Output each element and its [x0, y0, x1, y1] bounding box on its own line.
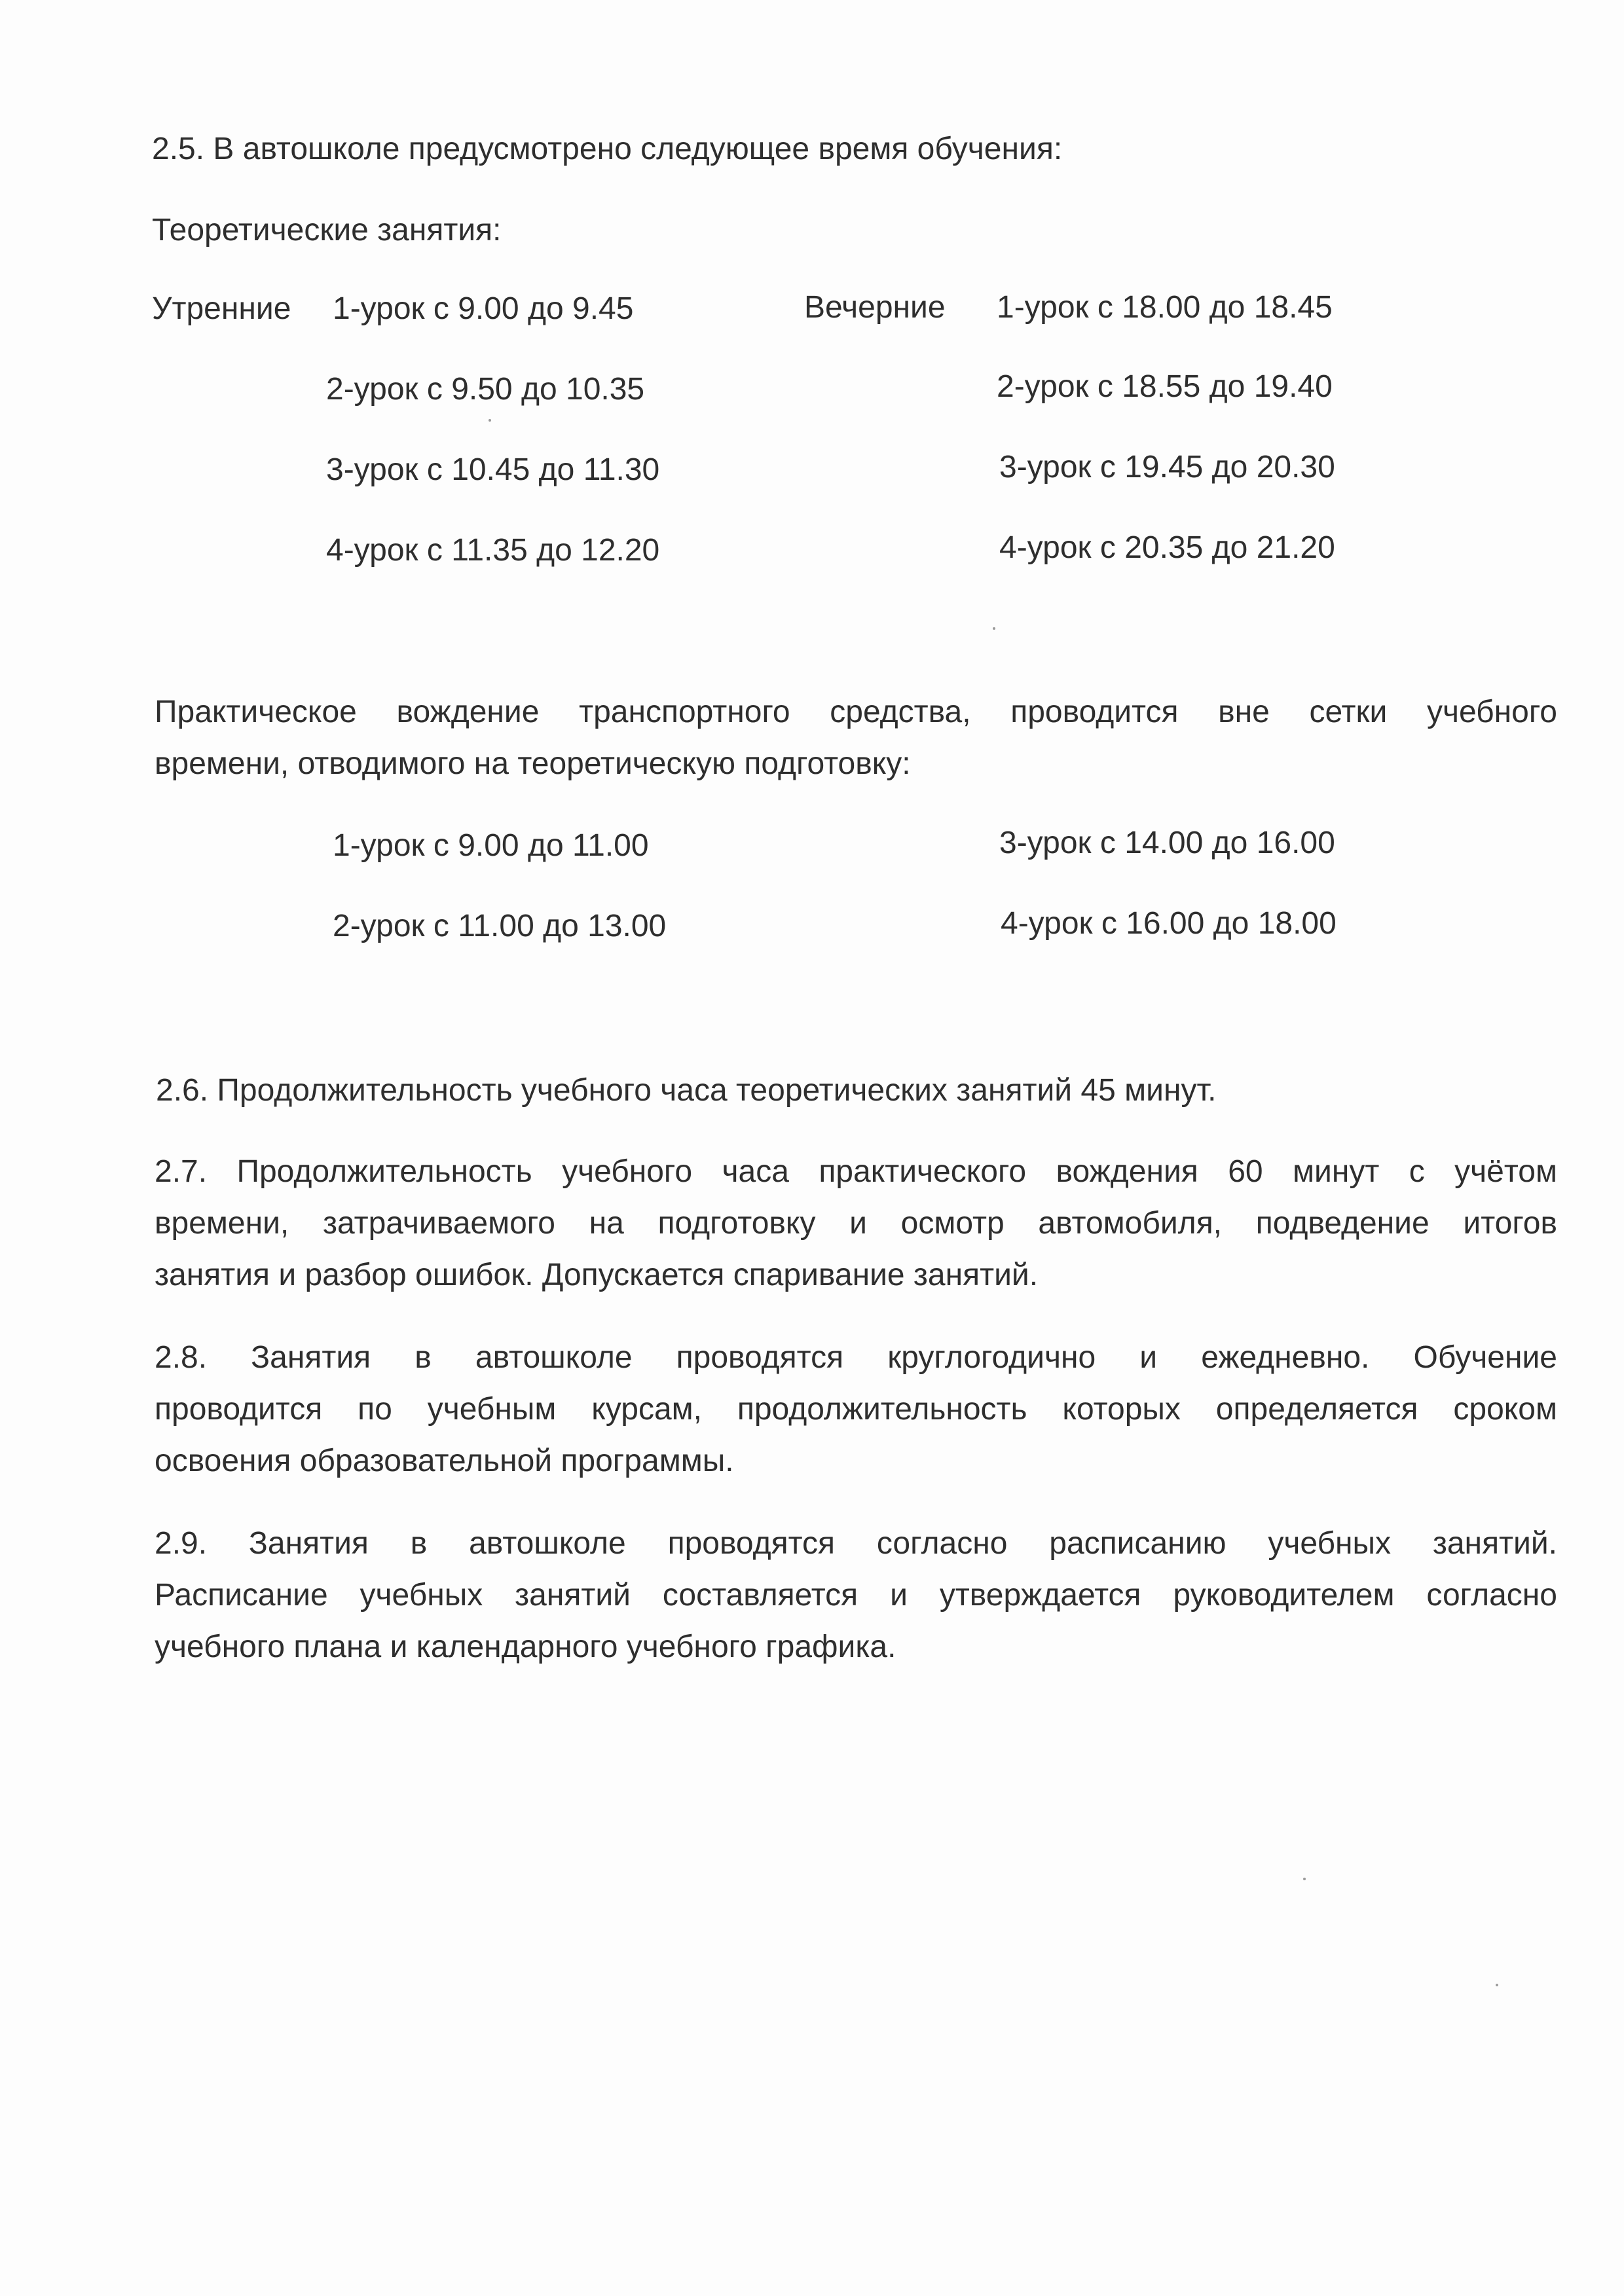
morning-label: Утренние — [152, 291, 291, 326]
scan-speck — [1303, 1878, 1306, 1880]
practice-line-1: Практическое вождение транспортного средства, проводится вне сетки учебного — [155, 695, 1557, 729]
practice-lesson-4: 4-урок с 16.00 до 18.00 — [1001, 906, 1337, 941]
section-2-6: 2.6. Продолжительность учебного часа теоретических занятий 45 минут. — [156, 1073, 1217, 1108]
evening-lesson-4: 4-урок с 20.35 до 21.20 — [999, 530, 1335, 565]
theory-label: Теоретические занятия: — [152, 213, 502, 247]
practice-line-2: времени, отводимого на теоретическую подготовку: — [155, 746, 911, 781]
section-2-9-line-2: Расписание учебных занятий составляется и утверждается руководителем согласно — [155, 1578, 1557, 1613]
practice-lesson-2: 2-урок с 11.00 до 13.00 — [333, 909, 667, 943]
section-2-7-line-3: занятия и разбор ошибок. Допускается спаривание занятий. — [155, 1258, 1039, 1292]
section-2-8-line-3: освоения образовательной программы. — [155, 1444, 734, 1478]
section-2-7 — [155, 1146, 1557, 1301]
scan-speck — [1496, 1984, 1498, 1986]
section-2-9-line-1: 2.9. Занятия в автошколе проводятся согласно расписанию учебных занятий. — [155, 1526, 1557, 1561]
section-2-8-line-2: проводится по учебным курсам, продолжительность которых определяется сроком — [155, 1392, 1557, 1427]
morning-lesson-2: 2-урок с 9.50 до 10.35 — [326, 372, 645, 407]
section-2-7-line-2: времени, затрачиваемого на подготовку и осмотр автомобиля, подведение итогов — [155, 1206, 1557, 1241]
evening-lesson-3: 3-урок с 19.45 до 20.30 — [999, 450, 1335, 484]
practice-lesson-3: 3-урок с 14.00 до 16.00 — [999, 826, 1335, 860]
practice-paragraph — [155, 686, 1557, 790]
morning-lesson-4: 4-урок с 11.35 до 12.20 — [326, 533, 660, 568]
section-2-9 — [155, 1518, 1557, 1673]
practice-lesson-1: 1-урок с 9.00 до 11.00 — [333, 828, 649, 863]
section-2-9-line-3: учебного плана и календарного учебного графика. — [155, 1630, 896, 1664]
morning-lesson-1: 1-урок с 9.00 до 9.45 — [333, 291, 634, 326]
evening-lesson-2: 2-урок с 18.55 до 19.40 — [997, 369, 1333, 404]
scan-speck — [489, 419, 491, 422]
section-2-8 — [155, 1332, 1557, 1487]
section-2-7-line-1: 2.7. Продолжительность учебного часа практического вождения 60 минут с учётом — [155, 1154, 1557, 1189]
section-2-5-heading: 2.5. В автошколе предусмотрено следующее время обучения: — [152, 132, 1063, 166]
section-2-8-line-1: 2.8. Занятия в автошколе проводятся круглогодично и ежедневно. Обучение — [155, 1340, 1557, 1375]
evening-lesson-1: 1-урок с 18.00 до 18.45 — [997, 290, 1333, 325]
morning-lesson-3: 3-урок с 10.45 до 11.30 — [326, 452, 660, 487]
scan-speck — [993, 627, 995, 630]
evening-label: Вечерние — [804, 290, 946, 325]
